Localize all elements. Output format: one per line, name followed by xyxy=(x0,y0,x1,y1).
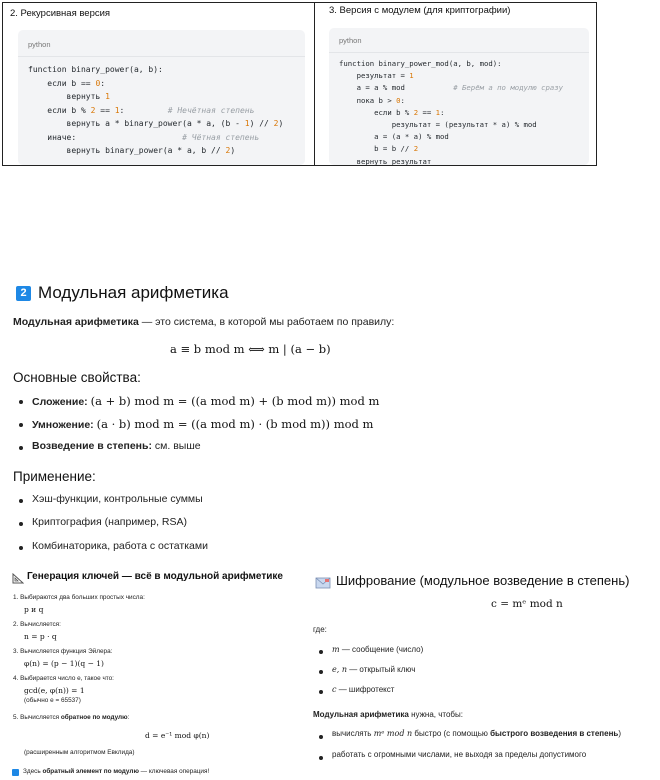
intro-rest: — это система, в которой мы работаем по правилу: xyxy=(138,316,395,328)
key-step-3: 3. Вычисляется функция Эйлера: xyxy=(13,648,113,655)
applications-heading: Применение: xyxy=(13,469,96,484)
code-comparison-table xyxy=(2,2,597,166)
code-language-label: python xyxy=(28,40,51,49)
need-item: работать с огромными числами, не выходя за пределы допустимого xyxy=(332,750,587,759)
cipher-formula: c = mᵉ mod n xyxy=(491,598,563,610)
cipher-title: Шифрование (модульное возведение в степень) xyxy=(336,573,630,588)
cipher-item: e, n — открытый ключ xyxy=(332,665,416,674)
intro-bold: Модульная арифметика xyxy=(13,316,139,328)
key-step-5: 5. Вычисляется обратное по модулю: xyxy=(13,714,130,721)
cipher-item: m — сообщение (число) xyxy=(332,645,424,654)
property-addition: Сложение: (a + b) mod m = ((a mod m) + (b mod m)) mod m xyxy=(32,394,380,408)
key-step-4: 4. Выбирается число e, такое что: xyxy=(13,675,114,682)
info-icon xyxy=(12,769,19,776)
modular-code-block xyxy=(329,28,589,165)
keys-title: Генерация ключей — всё в модульной арифметике xyxy=(27,571,283,582)
recursive-code-block xyxy=(18,30,305,165)
modular-need-paragraph: Модульная арифметика нужна, чтобы: xyxy=(313,710,463,719)
main-congruence-formula: a ≡ b mod m ⟺ m | (a − b) xyxy=(170,342,331,356)
need-item: вычислять mᵉ mod n быстро (с помощью быстрого возведения в степень) xyxy=(332,729,622,738)
where-label: где: xyxy=(313,625,327,634)
recursive-code: function binary_power(a, b): если b == 0: вернуть 1 если b % 2 == 1: # Нечётная степень вернуть a * binary_power(a * a, (b - 1) // 2) иначе: # Чётная степень вернуть binary_power(a * a, b // 2) xyxy=(28,65,284,155)
section-number-badge: 2 xyxy=(16,286,31,301)
recursive-version-title: 2. Рекурсивная версия xyxy=(10,8,111,19)
triangle-ruler-icon xyxy=(12,571,24,582)
keys-note: Здесь обратный элемент по модулю — ключевая операция! xyxy=(23,768,210,775)
cipher-item: c — шифротекст xyxy=(332,685,395,694)
key-step-2: 2. Вычисляется: xyxy=(13,621,61,628)
properties-heading: Основные свойства: xyxy=(13,370,141,385)
intro-paragraph xyxy=(13,316,394,328)
code-language-label: python xyxy=(339,36,362,45)
application-item: Криптография (например, RSA) xyxy=(32,516,187,528)
application-item: Хэш-функции, контрольные суммы xyxy=(32,493,203,505)
key-step-1: 1. Выбираются два больших простых числа: xyxy=(13,594,145,601)
property-exponentiation: Возведение в степень: см. выше xyxy=(32,440,201,452)
section-title: Модульная арифметика xyxy=(38,283,229,302)
table-divider xyxy=(314,3,315,165)
property-multiplication: Умножение: (a · b) mod m = ((a mod m) · (b mod m)) mod m xyxy=(32,417,374,431)
application-item: Комбинаторика, работа с остатками xyxy=(32,540,208,552)
envelope-icon xyxy=(315,576,331,588)
modular-version-title: 3. Версия с модулем (для криптографии) xyxy=(329,5,511,16)
modular-code: function binary_power_mod(a, b, mod): результат = 1 a = a % mod # Берём a по модулю сразу пока b > 0: если b % 2 == 1: результат = (результат * a) % mod a = (a * a) % mod b = b // 2 вернуть результат xyxy=(339,59,564,166)
